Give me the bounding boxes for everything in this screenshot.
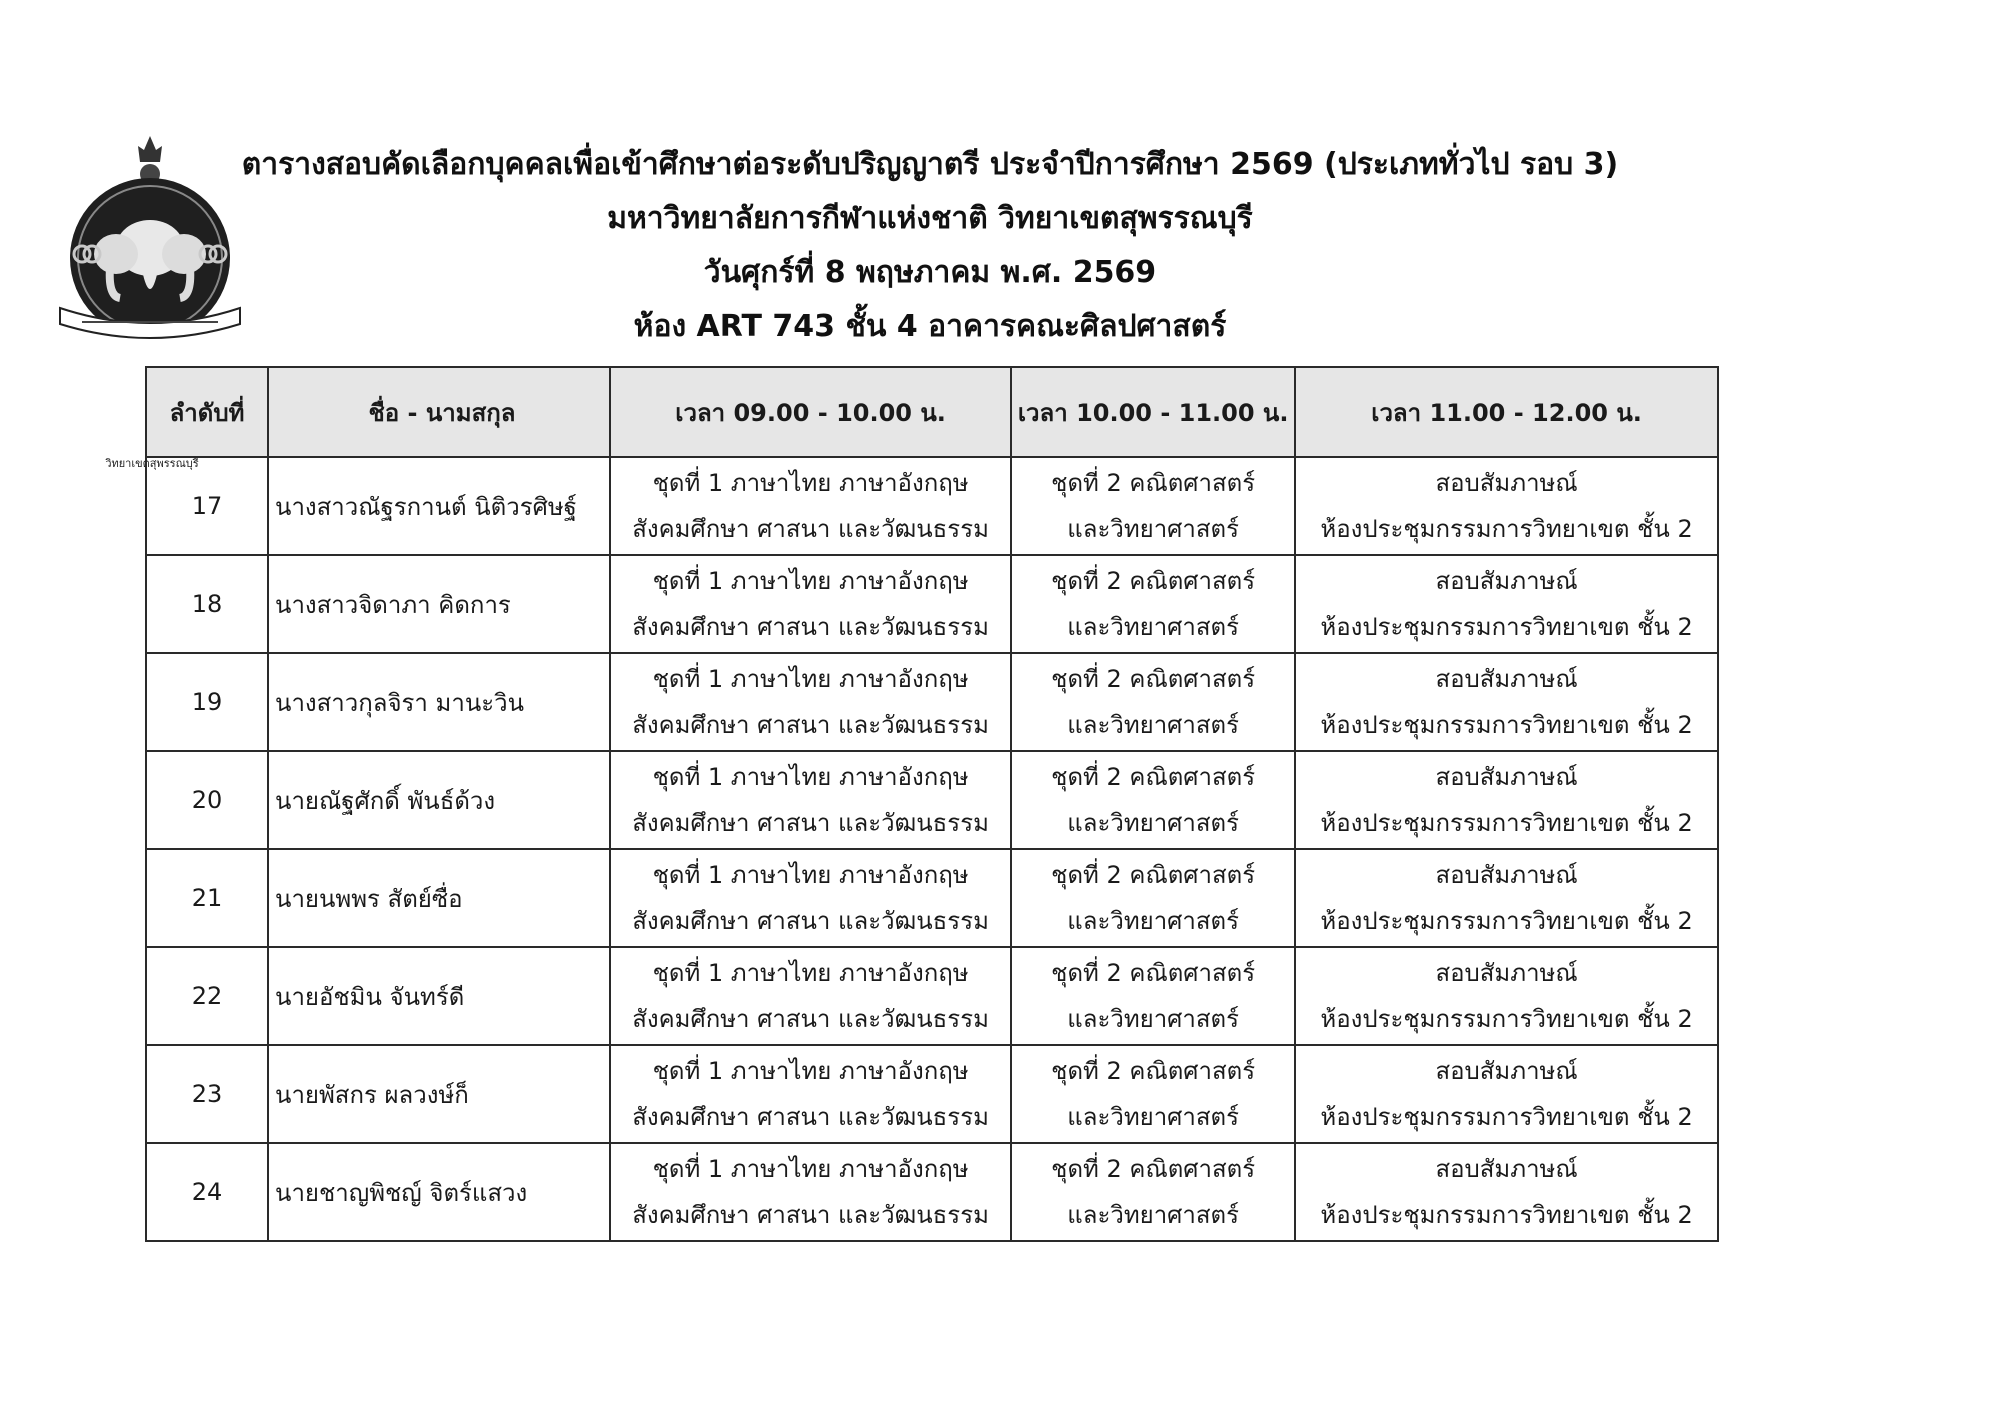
session-3-cell (1295, 457, 1718, 555)
candidate-name: นางสาวกุลจิรา มานะวิน (268, 653, 610, 751)
session-3-cell (1295, 751, 1718, 849)
table-row (146, 849, 1718, 947)
row-number: 22 (146, 947, 268, 1045)
session-1-line-1: ชุดที่ 1 ภาษาไทย ภาษาอังกฤษ (652, 567, 969, 595)
session-3-line-1: สอบสัมภาษณ์ (1435, 959, 1578, 987)
table-row (146, 457, 1718, 555)
session-2-cell (1011, 653, 1295, 751)
session-3-line-2: ห้องประชุมกรรมการวิทยาเขต ชั้น 2 (1320, 515, 1693, 543)
session-1-cell (610, 849, 1011, 947)
session-1-line-2: สังคมศึกษา ศาสนา และวัฒนธรรม (632, 711, 989, 739)
session-3-line-1: สอบสัมภาษณ์ (1435, 567, 1578, 595)
session-2-line-2: และวิทยาศาสตร์ (1067, 907, 1240, 935)
session-3-line-1: สอบสัมภาษณ์ (1435, 861, 1578, 889)
session-2-line-2: และวิทยาศาสตร์ (1067, 711, 1240, 739)
candidate-name: นางสาวณัฐรกานต์ นิติวรศิษฐ์ (268, 457, 610, 555)
session-1-cell (610, 751, 1011, 849)
table-row (146, 555, 1718, 653)
session-2-cell (1011, 947, 1295, 1045)
row-number: 23 (146, 1045, 268, 1143)
session-2-line-1: ชุดที่ 2 คณิตศาสตร์ (1051, 763, 1256, 791)
session-3-line-2: ห้องประชุมกรรมการวิทยาเขต ชั้น 2 (1320, 1005, 1693, 1033)
column-header-time-3: เวลา 11.00 - 12.00 น. (1295, 367, 1718, 457)
session-3-cell (1295, 1143, 1718, 1241)
table-row (146, 1045, 1718, 1143)
logo-caption: วิทยาเขตสุพรรณบุรี (105, 457, 199, 470)
session-2-line-1: ชุดที่ 2 คณิตศาสตร์ (1051, 665, 1256, 693)
exam-date: วันศุกร์ที่ 8 พฤษภาคม พ.ศ. 2569 (703, 255, 1157, 290)
session-2-line-1: ชุดที่ 2 คณิตศาสตร์ (1051, 959, 1256, 987)
candidate-name: นางสาวจิดาภา คิดการ (268, 555, 610, 653)
table-row (146, 751, 1718, 849)
session-3-line-1: สอบสัมภาษณ์ (1435, 1155, 1578, 1183)
session-3-cell (1295, 1045, 1718, 1143)
row-number: 21 (146, 849, 268, 947)
session-1-cell (610, 947, 1011, 1045)
session-1-line-2: สังคมศึกษา ศาสนา และวัฒนธรรม (632, 1201, 989, 1229)
row-number: 17 (146, 457, 268, 555)
candidate-name: นายอัชมิน จันทร์ดี (268, 947, 610, 1045)
session-1-line-2: สังคมศึกษา ศาสนา และวัฒนธรรม (632, 613, 989, 641)
session-1-line-1: ชุดที่ 1 ภาษาไทย ภาษาอังกฤษ (652, 861, 969, 889)
column-header-name: ชื่อ - นามสกุล (268, 367, 610, 457)
table-row (146, 947, 1718, 1045)
session-2-line-2: และวิทยาศาสตร์ (1067, 1201, 1240, 1229)
session-3-line-2: ห้องประชุมกรรมการวิทยาเขต ชั้น 2 (1320, 1103, 1693, 1131)
candidate-name: นายนพพร สัตย์ซื่อ (268, 849, 610, 947)
session-1-line-1: ชุดที่ 1 ภาษาไทย ภาษาอังกฤษ (652, 1057, 969, 1085)
exam-room: ห้อง ART 743 ชั้น 4 อาคารคณะศิลปศาสตร์ (633, 309, 1227, 344)
column-header-time-2: เวลา 10.00 - 11.00 น. (1011, 367, 1295, 457)
session-1-line-1: ชุดที่ 1 ภาษาไทย ภาษาอังกฤษ (652, 665, 969, 693)
session-1-cell (610, 1143, 1011, 1241)
session-2-line-2: และวิทยาศาสตร์ (1067, 613, 1240, 641)
session-2-cell (1011, 849, 1295, 947)
session-2-line-1: ชุดที่ 2 คณิตศาสตร์ (1051, 1155, 1256, 1183)
session-3-line-2: ห้องประชุมกรรมการวิทยาเขต ชั้น 2 (1320, 809, 1693, 837)
session-1-line-2: สังคมศึกษา ศาสนา และวัฒนธรรม (632, 809, 989, 837)
candidate-name: นายณัฐศักดิ์ พันธ์ด้วง (268, 751, 610, 849)
document-title: ตารางสอบคัดเลือกบุคคลเพื่อเข้าศึกษาต่อระดับปริญญาตรี ประจำปีการศึกษา 2569 (ประเภททั่วไป รอบ 3) (241, 147, 1619, 182)
row-number: 18 (146, 555, 268, 653)
session-1-line-1: ชุดที่ 1 ภาษาไทย ภาษาอังกฤษ (652, 469, 969, 497)
session-1-line-2: สังคมศึกษา ศาสนา และวัฒนธรรม (632, 515, 989, 543)
candidate-name: นายพัสกร ผลวงษ์ก็ (268, 1045, 610, 1143)
session-3-line-2: ห้องประชุมกรรมการวิทยาเขต ชั้น 2 (1320, 711, 1693, 739)
session-1-line-1: ชุดที่ 1 ภาษาไทย ภาษาอังกฤษ (652, 1155, 969, 1183)
session-1-cell (610, 457, 1011, 555)
session-2-line-2: และวิทยาศาสตร์ (1067, 1005, 1240, 1033)
session-1-line-2: สังคมศึกษา ศาสนา และวัฒนธรรม (632, 1103, 989, 1131)
session-1-cell (610, 555, 1011, 653)
session-3-line-1: สอบสัมภาษณ์ (1435, 469, 1578, 497)
column-header-time-1: เวลา 09.00 - 10.00 น. (610, 367, 1011, 457)
row-number: 24 (146, 1143, 268, 1241)
row-number: 19 (146, 653, 268, 751)
session-2-cell (1011, 457, 1295, 555)
document-header (230, 138, 1630, 354)
session-2-line-2: และวิทยาศาสตร์ (1067, 809, 1240, 837)
session-2-line-1: ชุดที่ 2 คณิตศาสตร์ (1051, 1057, 1256, 1085)
session-1-line-1: ชุดที่ 1 ภาษาไทย ภาษาอังกฤษ (652, 959, 969, 987)
session-3-cell (1295, 849, 1718, 947)
session-3-line-1: สอบสัมภาษณ์ (1435, 1057, 1578, 1085)
session-3-cell (1295, 653, 1718, 751)
university-name: มหาวิทยาลัยการกีฬาแห่งชาติ วิทยาเขตสุพรรณบุรี (607, 201, 1253, 236)
session-2-line-1: ชุดที่ 2 คณิตศาสตร์ (1051, 469, 1256, 497)
session-2-cell (1011, 1045, 1295, 1143)
session-2-line-2: และวิทยาศาสตร์ (1067, 515, 1240, 543)
session-1-cell (610, 1045, 1011, 1143)
session-3-line-1: สอบสัมภาษณ์ (1435, 665, 1578, 693)
session-2-cell (1011, 1143, 1295, 1241)
session-2-line-1: ชุดที่ 2 คณิตศาสตร์ (1051, 861, 1256, 889)
table-row (146, 1143, 1718, 1241)
session-2-cell (1011, 751, 1295, 849)
session-1-line-2: สังคมศึกษา ศาสนา และวัฒนธรรม (632, 907, 989, 935)
exam-schedule-table (145, 366, 1719, 1242)
table-header-row (146, 367, 1718, 457)
session-1-cell (610, 653, 1011, 751)
session-3-cell (1295, 555, 1718, 653)
session-3-line-2: ห้องประชุมกรรมการวิทยาเขต ชั้น 2 (1320, 907, 1693, 935)
session-1-line-2: สังคมศึกษา ศาสนา และวัฒนธรรม (632, 1005, 989, 1033)
session-3-cell (1295, 947, 1718, 1045)
table-row (146, 653, 1718, 751)
session-3-line-1: สอบสัมภาษณ์ (1435, 763, 1578, 791)
session-2-cell (1011, 555, 1295, 653)
session-2-line-2: และวิทยาศาสตร์ (1067, 1103, 1240, 1131)
session-2-line-1: ชุดที่ 2 คณิตศาสตร์ (1051, 567, 1256, 595)
session-3-line-2: ห้องประชุมกรรมการวิทยาเขต ชั้น 2 (1320, 1201, 1693, 1229)
row-number: 20 (146, 751, 268, 849)
candidate-name: นายชาญพิชญ์ จิตร์แสวง (268, 1143, 610, 1241)
session-3-line-2: ห้องประชุมกรรมการวิทยาเขต ชั้น 2 (1320, 613, 1693, 641)
column-header-no: ลำดับที่ (146, 367, 268, 457)
session-1-line-1: ชุดที่ 1 ภาษาไทย ภาษาอังกฤษ (652, 763, 969, 791)
